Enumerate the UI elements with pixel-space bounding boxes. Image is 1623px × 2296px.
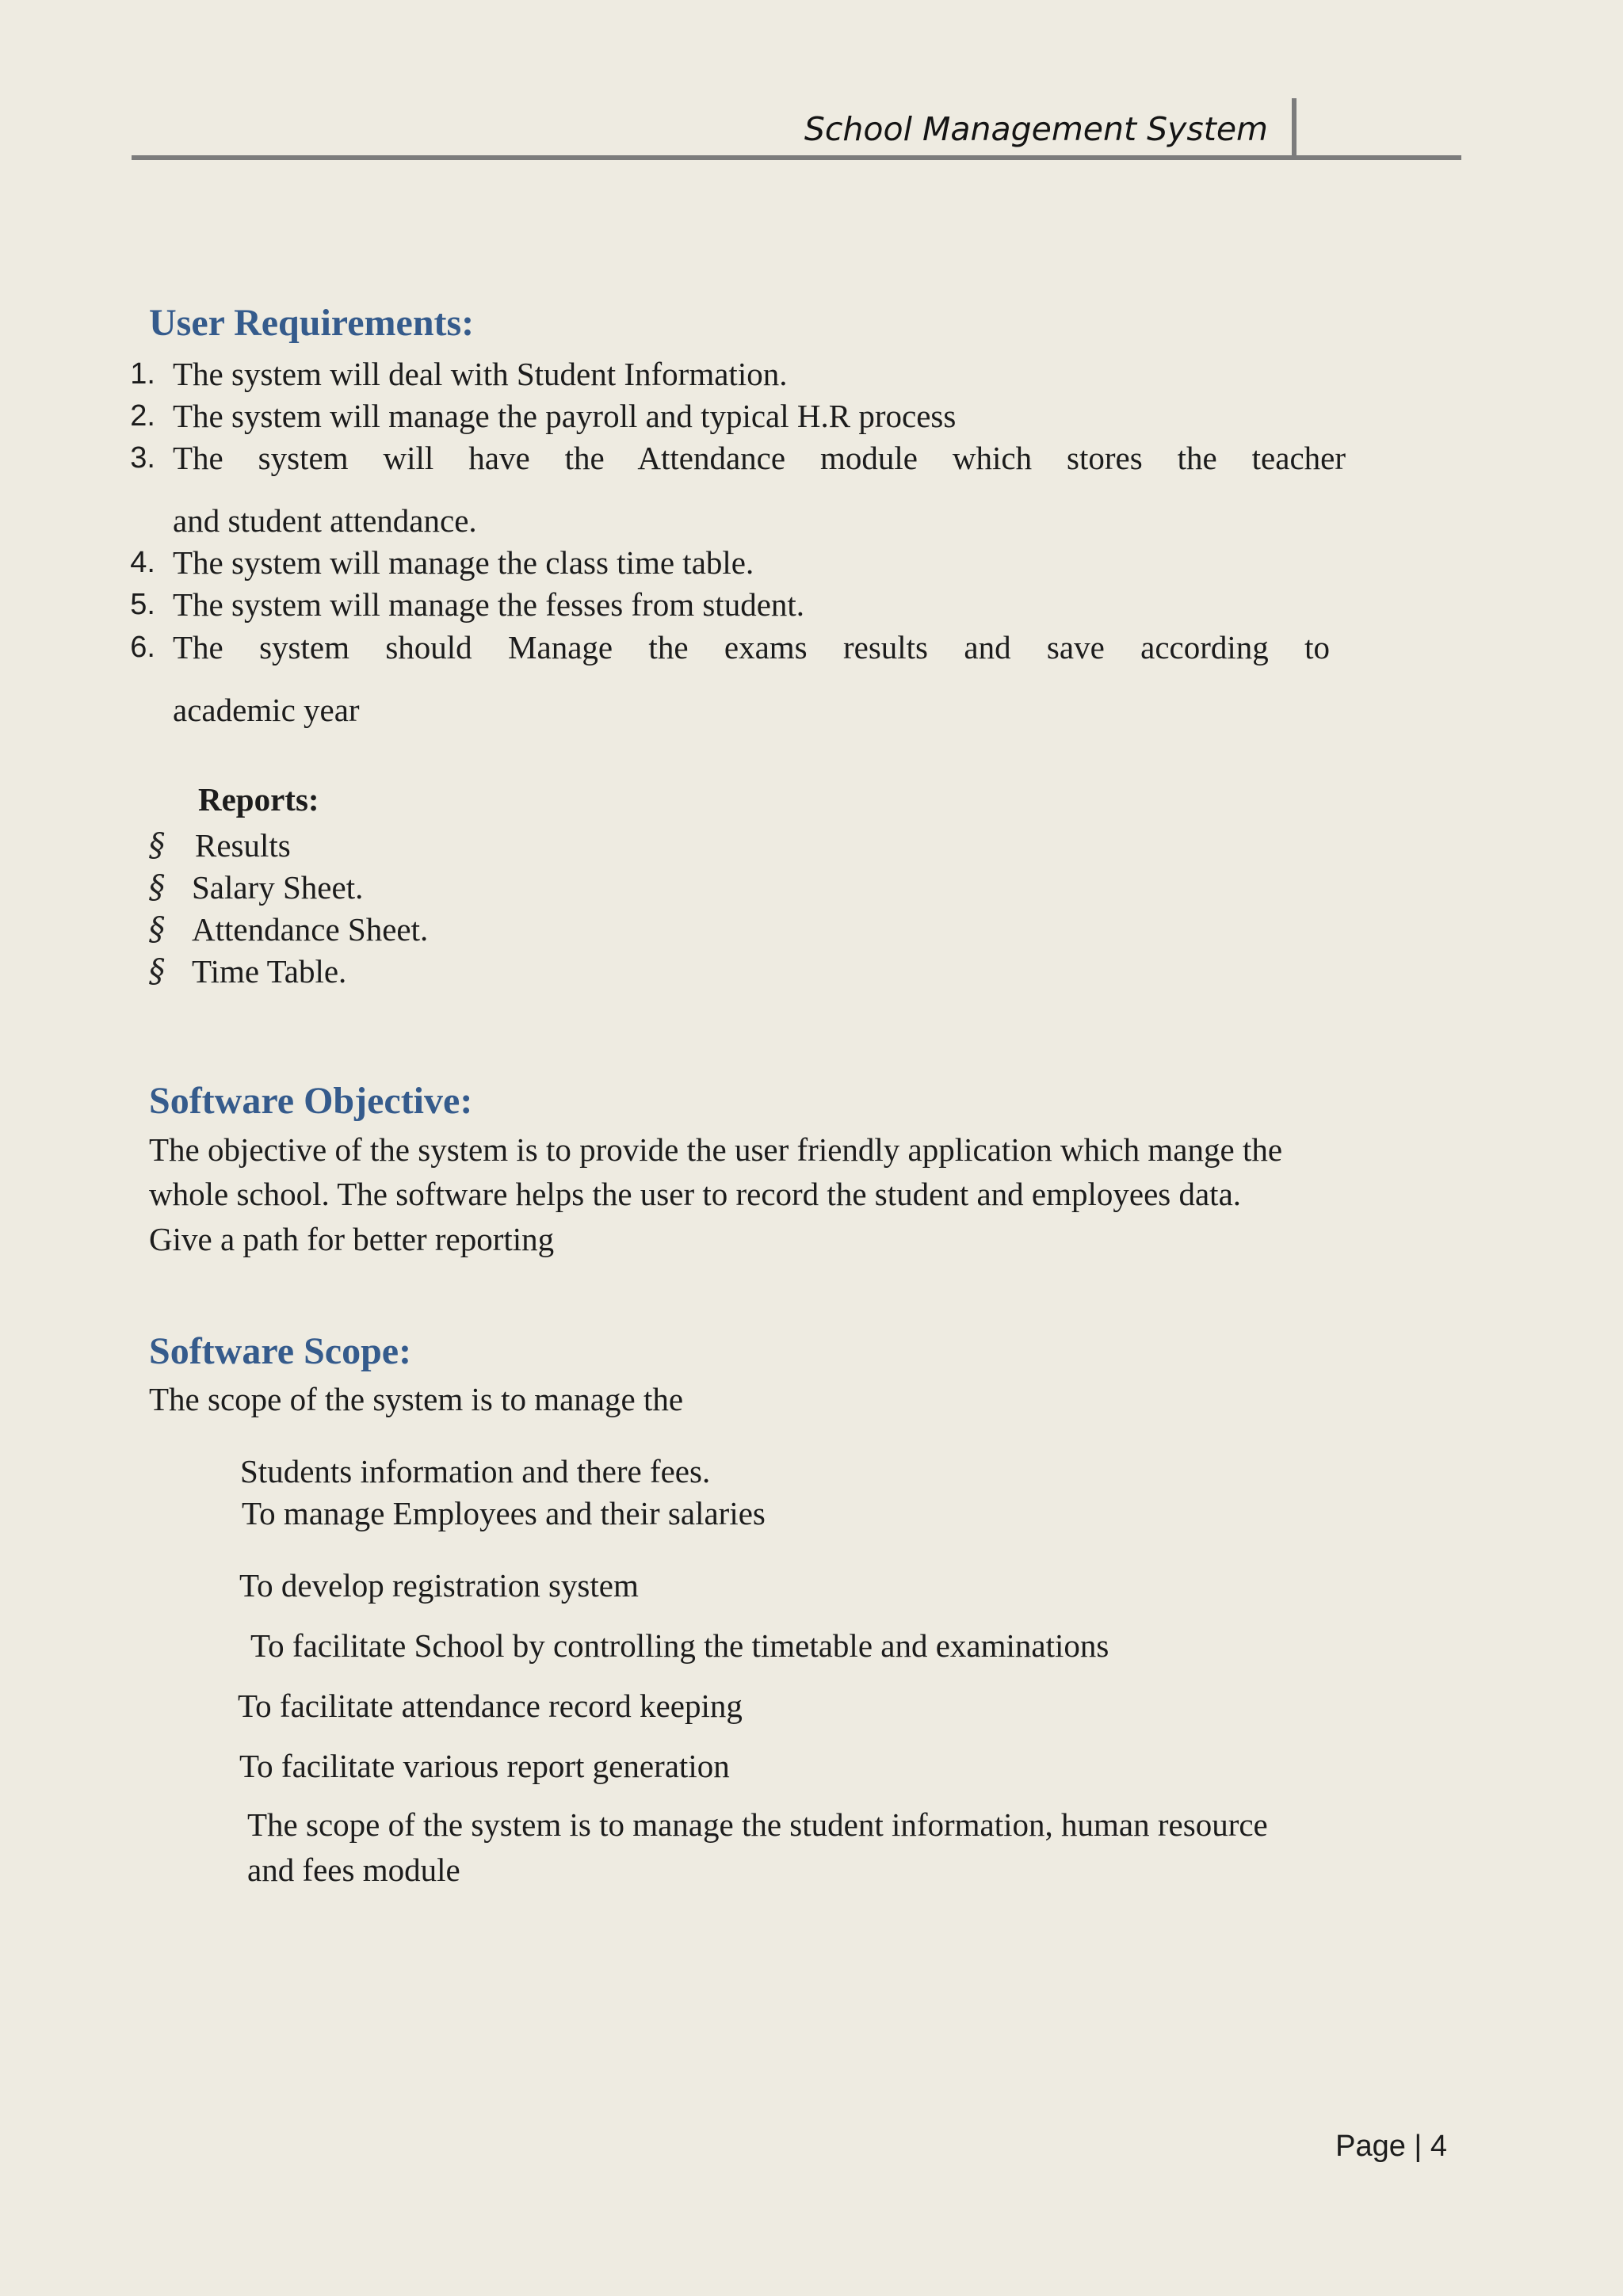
- section-bullet-icon: §: [149, 827, 165, 864]
- objective-text-line: The objective of the system is to provide the user friendly application which mange the: [149, 1131, 1283, 1168]
- reports-label: Reports:: [198, 781, 319, 818]
- list-item: The system will manage the payroll and typical H.R process: [173, 398, 957, 434]
- list-item: The system will manage the class time table.: [173, 544, 754, 581]
- list-number: 3.: [130, 441, 155, 475]
- page-number: Page | 4: [1335, 2130, 1447, 2163]
- section-bullet-icon: §: [149, 911, 165, 948]
- list-number: 1.: [130, 357, 155, 391]
- header-vertical-bar: [1292, 98, 1296, 157]
- scope-summary-line: and fees module: [247, 1852, 460, 1888]
- software-scope-heading: Software Scope:: [149, 1330, 412, 1372]
- user-requirements-heading: User Requirements:: [149, 302, 475, 344]
- list-item: The system should Manage the exams results and save according to: [173, 629, 1330, 666]
- section-bullet-icon: §: [149, 953, 165, 990]
- list-number: 4.: [130, 546, 155, 579]
- scope-item: To manage Employees and their salaries: [242, 1495, 766, 1531]
- list-item: The system will manage the fesses from student.: [173, 586, 805, 623]
- scope-item: To develop registration system: [239, 1567, 639, 1604]
- objective-text-line: whole school. The software helps the user to record the student and employees data.: [149, 1176, 1242, 1212]
- scope-summary-line: The scope of the system is to manage the student information, human resource: [247, 1806, 1268, 1843]
- scope-intro: The scope of the system is to manage the: [149, 1381, 684, 1417]
- objective-text-line: Give a path for better reporting: [149, 1221, 555, 1257]
- list-number: 6.: [130, 631, 155, 664]
- list-number: 5.: [130, 588, 155, 621]
- report-item: Results: [195, 827, 291, 864]
- header-title: School Management System: [804, 110, 1268, 148]
- list-item-continuation: academic year: [173, 692, 360, 728]
- report-item: Salary Sheet.: [192, 869, 364, 906]
- scope-item: Students information and there fees.: [240, 1453, 711, 1489]
- report-item: Time Table.: [192, 953, 347, 990]
- scope-item: To facilitate School by controlling the timetable and examinations: [250, 1627, 1109, 1664]
- scope-item: To facilitate attendance record keeping: [238, 1688, 743, 1724]
- list-number: 2.: [130, 399, 155, 433]
- scope-item: To facilitate various report generation: [239, 1748, 730, 1784]
- list-item: The system will deal with Student Information.: [173, 356, 788, 392]
- section-bullet-icon: §: [149, 869, 165, 906]
- header-rule: [132, 155, 1461, 160]
- software-objective-heading: Software Objective:: [149, 1080, 473, 1122]
- list-item: The system will have the Attendance module which stores the teacher: [173, 440, 1346, 476]
- report-item: Attendance Sheet.: [192, 911, 429, 948]
- list-item-continuation: and student attendance.: [173, 502, 477, 539]
